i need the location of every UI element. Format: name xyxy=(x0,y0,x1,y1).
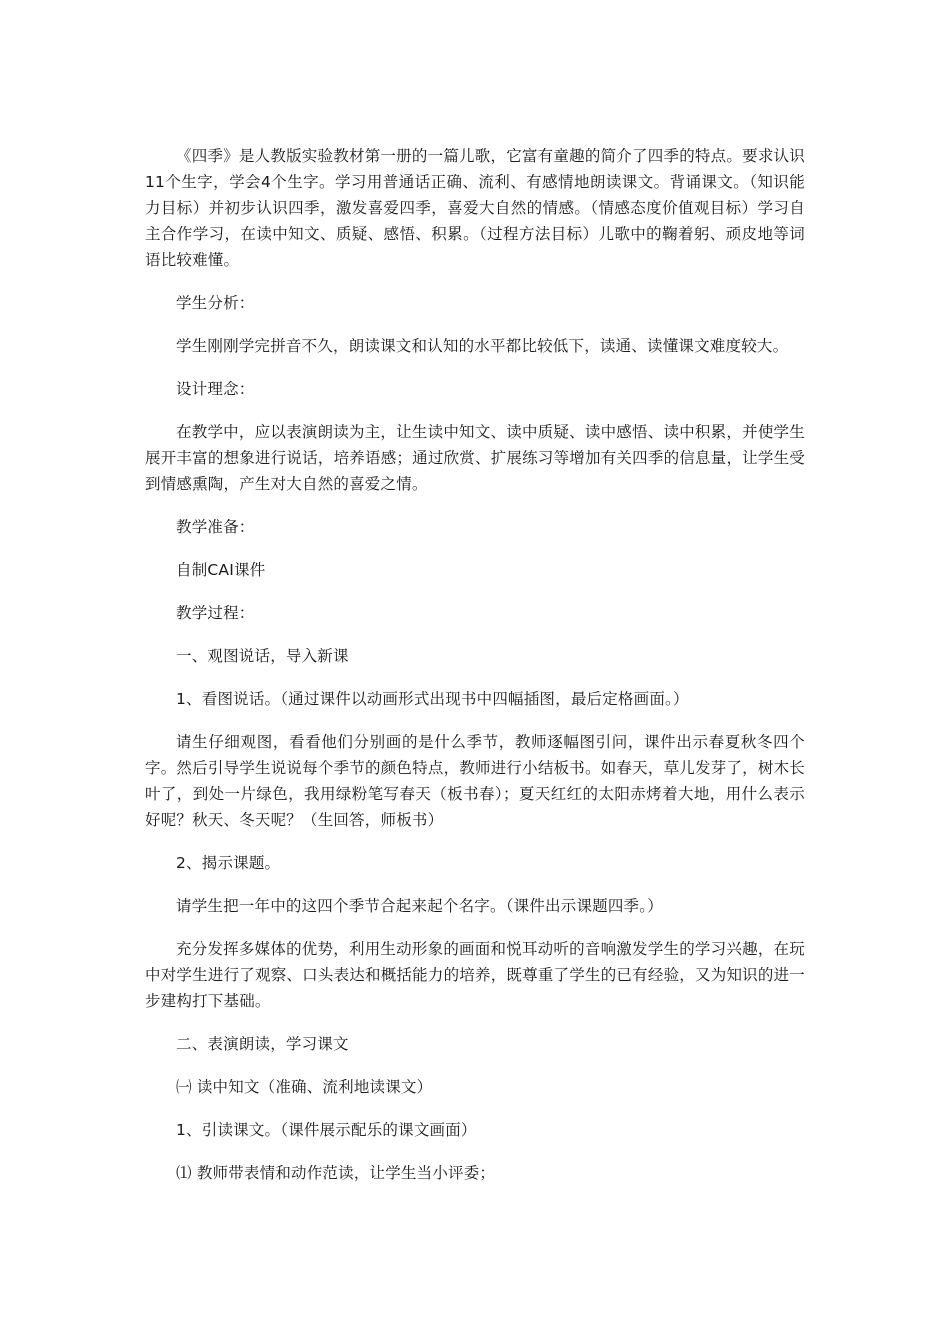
paragraph-step-1: 请生仔细观图，看看他们分别画的是什么季节，教师逐幅图引问，课件出示春夏秋冬四个字。然后引导学生说说每个季节的颜色特点，教师进行小结板书。如春天，草儿发芽了，树木长叶了，到处一片绿色，我用绿粉笔写春天（板书春）；夏天红红的太阳赤烤着大地，用什么表示好呢？秋天、冬天呢？（生回答，师板书） xyxy=(145,733,805,829)
heading-student-analysis: 学生分析： xyxy=(176,294,255,312)
heading-teaching-process: 教学过程： xyxy=(176,604,255,622)
step-teacher-demo: ⑴ 教师带表情和动作范读，让学生当小评委； xyxy=(176,1164,496,1182)
step-1-heading: 1、看图说话。（通过课件以动画形式出现书中四幅插图，最后定格画面。） xyxy=(176,690,689,708)
paragraph-student-analysis: 学生刚刚学完拼音不久，朗读课文和认知的水平都比较低下，读通、读懂课文难度较大。 xyxy=(176,337,789,355)
section-heading-2: 二、表演朗读，学习课文 xyxy=(176,1035,349,1053)
section-heading-1: 一、观图说话，导入新课 xyxy=(176,647,349,665)
subsection-heading-1: ㈠ 读中知文（准确、流利地读课文） xyxy=(176,1078,433,1096)
paragraph-intro: 《四季》是人教版实验教材第一册的一篇儿歌，它富有童趣的简介了四季的特点。要求认识11个生字，学会4个生字。学习用普通话正确、流利、有感情地朗读课文。背诵课文。（知识能力目标）并初步认识四季，激发喜爱四季，喜爱大自然的情感。（情感态度价值观目标）学习自主合作学习，在读中知文、质疑、感悟、积累。（过程方法目标）儿歌中的鞠着躬、顽皮地等词语比较难懂。 xyxy=(145,147,805,269)
step-2-heading: 2、揭示课题。 xyxy=(176,854,281,872)
paragraph-teaching-prep: 自制CAI课件 xyxy=(176,561,266,579)
document-body xyxy=(145,143,805,1186)
heading-design-concept: 设计理念： xyxy=(176,380,255,398)
heading-teaching-prep: 教学准备： xyxy=(176,518,255,536)
paragraph-design-concept: 在教学中，应以表演朗读为主，让生读中知文、读中质疑、读中感悟、读中积累，并使学生展开丰富的想象进行说话，培养语感；通过欣赏、扩展练习等增加有关四季的信息量，让学生受到情感熏陶，产生对大自然的喜爱之情。 xyxy=(145,423,805,493)
paragraph-multimedia: 充分发挥多媒体的优势，利用生动形象的画面和悦耳动听的音响激发学生的学习兴趣，在玩中对学生进行了观察、口头表达和概括能力的培养，既尊重了学生的已有经验，又为知识的进一步建构打下基础。 xyxy=(145,940,805,1010)
paragraph-step-2: 请学生把一年中的这四个季节合起来起个名字。（课件出示课题四季。） xyxy=(176,897,663,915)
step-guided-reading: 1、引读课文。（课件展示配乐的课文画面） xyxy=(176,1121,477,1139)
